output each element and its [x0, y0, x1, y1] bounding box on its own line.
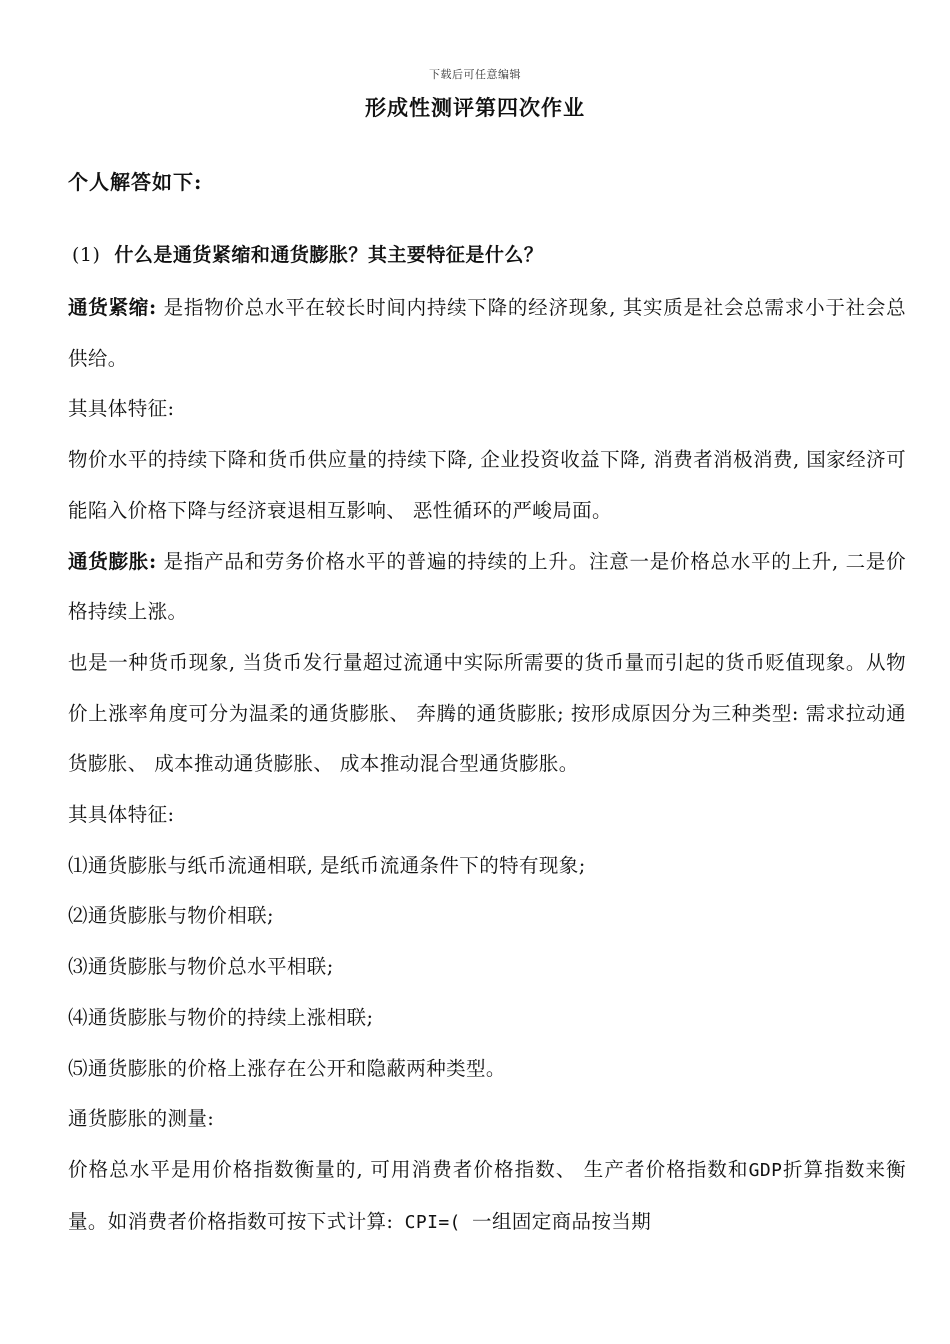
deflation-features-text: 物价水平的持续下降和货币供应量的持续下降, 企业投资收益下降, 消费者消极消费, 国家经济可能陷入价格下降与经济衰退相互影响、 恶性循环的严峻局面。 [68, 448, 906, 522]
question-heading [72, 240, 543, 267]
inflation-definition-text: 是指产品和劳务价格水平的普遍的持续的上升。注意一是价格总水平的上升, 二是价格持续上涨。 [68, 549, 906, 624]
measurement-text-c: 一组固定商品按当期 [472, 1209, 652, 1233]
measurement-gdp: GDP [748, 1159, 783, 1181]
inflation-measurement-heading: 通货膨胀的测量: [68, 1107, 215, 1131]
inflation-feature-item: ⑶通货膨胀与物价总水平相联; [68, 955, 334, 979]
deflation-definition [68, 283, 906, 384]
inflation-definition [68, 537, 906, 638]
question-text: 什么是通货紧缩和通货膨胀？其主要特征是什么？ [114, 244, 544, 266]
measurement-text-a: 价格总水平是用价格指数衡量的, 可用消费者价格指数、 生产者价格指数和 [68, 1157, 749, 1181]
deflation-definition-text: 是指物价总水平在较长时间内持续下降的经济现象, 其实质是社会总需求小于社会总供给。 [68, 296, 906, 370]
question-number: (1) [72, 244, 101, 266]
inflation-feature-item: ⑴通货膨胀与纸币流通相联, 是纸币流通条件下的特有现象; [68, 853, 586, 877]
inflation-feature-item: ⑵通货膨胀与物价相联; [68, 904, 274, 928]
inflation-feature-item: ⑸通货膨胀的价格上涨存在公开和隐蔽两种类型。 [68, 1056, 506, 1080]
inflation-features-heading: 其具体特征: [68, 803, 175, 827]
inflation-phenomenon: 也是一种货币现象, 当货币发行量超过流通中实际所需要的货币量而引起的货币贬值现象。从物价上涨率角度可分为温柔的通货膨胀、 奔腾的通货膨胀; 按形成原因分为三种类型: 需求拉动通货膨胀、 成本推动通货膨胀、 成本推动混合型通货膨胀。 [68, 650, 906, 776]
inflation-measurement-text [68, 1145, 906, 1248]
measurement-formula: CPI=( [393, 1211, 473, 1233]
measurement-text-b: 折算指数来衡量。如消费者价格指数可按下式计算: [68, 1157, 906, 1233]
inflation-term: 通货膨胀: [68, 549, 157, 573]
deflation-term: 通货紧缩: [68, 296, 157, 319]
header-note: 下载后可任意编辑 [429, 68, 521, 81]
page-title: 形成性测评第四次作业 [365, 95, 585, 120]
inflation-feature-item: ⑷通货膨胀与物价的持续上涨相联; [68, 1005, 374, 1029]
intro-heading: 个人解答如下: [68, 170, 203, 194]
answer-body [68, 283, 906, 1248]
deflation-features-heading: 其具体特征: [68, 397, 175, 421]
